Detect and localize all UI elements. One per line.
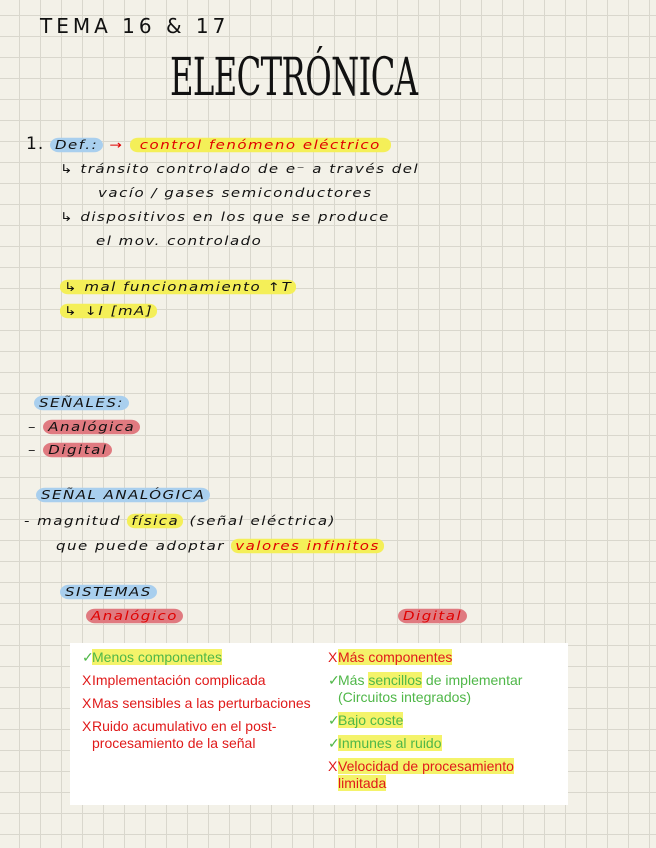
- list-item: X Velocidad de procesamiento limitada: [328, 758, 514, 791]
- check-icon: ✓: [328, 735, 340, 751]
- definition-line: [50, 138, 391, 152]
- page-title: ELECTRÓNICA: [170, 48, 418, 108]
- note-line-3: ↳ dispositivos en los que se produce: [60, 209, 390, 225]
- digital-column: [328, 649, 564, 798]
- analog-definition-line-2: que puede adoptar valores infinitos: [56, 539, 384, 553]
- definition-text: control fenómeno eléctrico: [130, 138, 391, 152]
- check-icon: ✓: [328, 672, 340, 688]
- list-item: X Implementación complicada: [82, 672, 266, 688]
- senales-item-analog: – Analógica: [28, 420, 140, 434]
- list-item: X Ruido acumulativo en el post-procesamiento de la señal: [82, 718, 277, 751]
- section-number: 1.: [26, 134, 45, 154]
- cross-icon: X: [328, 758, 338, 774]
- list-item: ✓ Inmunes al ruido: [328, 735, 442, 751]
- senales-item-digital: – Digital: [28, 443, 112, 457]
- cross-icon: X: [82, 672, 92, 688]
- check-icon: ✓: [82, 649, 94, 665]
- note-line-5: ↳ mal funcionamiento ↑T: [60, 280, 296, 294]
- note-line-6: ↳ ↓I [mA]: [60, 304, 157, 318]
- list-item: X Mas sensibles a las perturbaciones: [82, 695, 311, 711]
- check-icon: ✓: [328, 712, 340, 728]
- arrow-icon: →: [109, 137, 124, 153]
- sistema-digital-label: Digital: [398, 609, 467, 623]
- list-item: ✓ Menos componentes: [82, 649, 222, 665]
- senales-heading: SEÑALES:: [34, 396, 129, 410]
- analog-column: [82, 649, 322, 758]
- cross-icon: X: [82, 695, 92, 711]
- cross-icon: X: [82, 718, 92, 734]
- list-item: X Más componentes: [328, 649, 453, 665]
- analog-definition-line-1: - magnitud física (señal eléctrica): [24, 513, 336, 529]
- list-item: ✓ Más sencillos de implementar (Circuitos integrados): [328, 672, 523, 705]
- list-item: ✓ Bajo coste: [328, 712, 404, 728]
- note-line-2: vacío / gases semiconductores: [98, 185, 373, 201]
- senal-analogica-heading: SEÑAL ANALÓGICA: [36, 488, 210, 502]
- cross-icon: X: [328, 649, 338, 665]
- def-label: Def.:: [50, 138, 103, 152]
- sistema-analogico-label: Analógico: [86, 609, 183, 623]
- note-line-1: ↳ tránsito controlado de e⁻ a través del: [60, 161, 420, 177]
- comparison-table: [70, 643, 568, 805]
- note-line-4: el mov. controlado: [96, 233, 263, 249]
- sistemas-heading: SISTEMAS: [60, 585, 157, 599]
- tema-title: TEMA 16 & 17: [40, 14, 230, 38]
